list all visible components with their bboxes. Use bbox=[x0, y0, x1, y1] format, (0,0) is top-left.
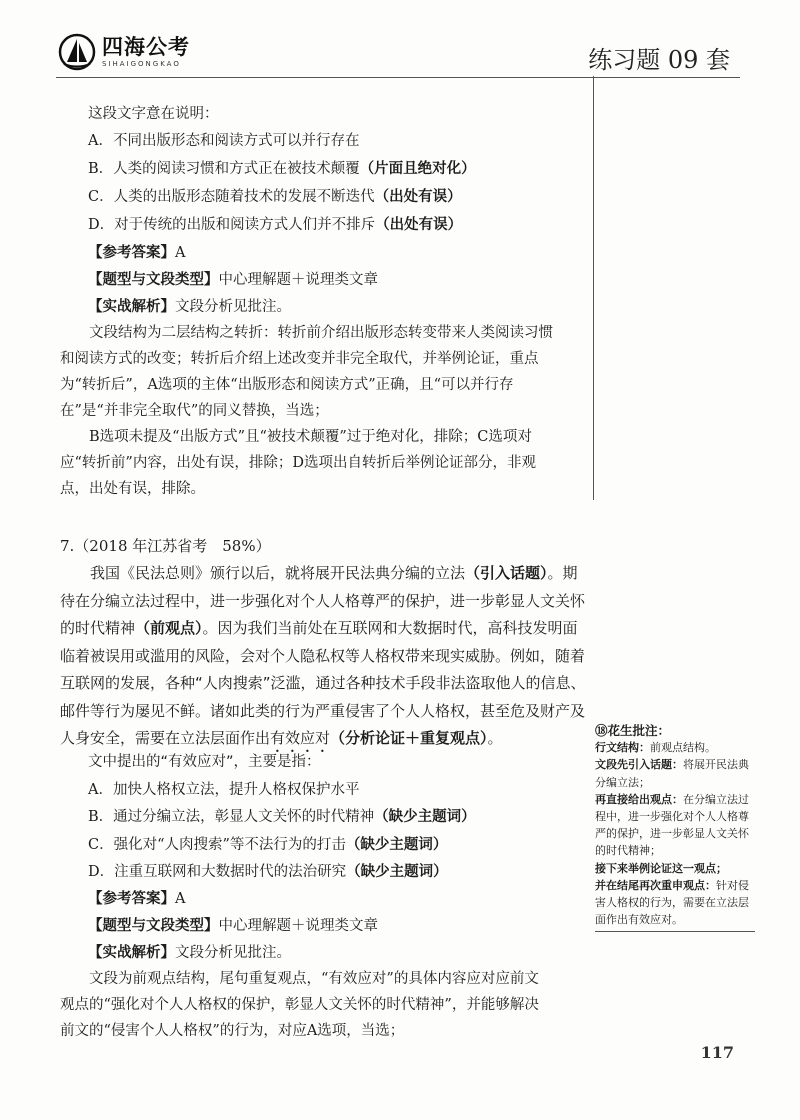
option-note: （缺少主题词） bbox=[374, 808, 476, 825]
logo-chinese-name: 四海公考 bbox=[102, 34, 190, 59]
passage-part: 。因为我们当前处在互联网和大数据时代，高科技发明面临着被误用或滥用的风险，会对个人隐私权等人格权带来现实威胁。例如，随着互联网的发展，各种“人肉搜索”泛滥，通过各种技术手段非法盗取他人的信息、邮件等行为屡见不鲜。诸如此类的行为严重侵害了个人人格权，甚至危及财产及人身安全，需要在立法层面作出 bbox=[60, 619, 586, 747]
q7-type bbox=[88, 914, 378, 935]
annotation-text: 针对侵害人格权的行为，需要在立法层面作出有效应对。 bbox=[595, 878, 749, 927]
sailboat-logo-icon bbox=[58, 33, 96, 71]
answer-label: 【参考答案】 bbox=[88, 244, 175, 261]
analysis-label: 【实战解析】 bbox=[88, 944, 175, 961]
q6-answer bbox=[88, 241, 185, 262]
answer-value: A bbox=[175, 891, 186, 907]
q7-option-a bbox=[88, 778, 359, 799]
passage-emphasis: 有效应对 bbox=[270, 729, 331, 747]
answer-label: 【参考答案】 bbox=[88, 890, 175, 907]
option-note: （缺少主题词） bbox=[345, 836, 448, 853]
analysis-value: 文段分析见批注。 bbox=[175, 945, 291, 961]
annotation-label: 并在结尾再次重申观点： bbox=[595, 878, 716, 892]
option-note: （缺少主题词） bbox=[346, 863, 448, 880]
q7-option-b bbox=[88, 805, 476, 826]
option-note: （出处有误） bbox=[374, 188, 462, 205]
annotation-label: 文段先引入话题： bbox=[595, 758, 683, 772]
type-value: 中心理解题＋说理类文章 bbox=[218, 918, 378, 934]
annotation-title: ⑱花生批注： bbox=[595, 723, 671, 738]
analysis-label: 【实战解析】 bbox=[88, 298, 175, 315]
passage-note: （分析论证＋重复观点） bbox=[330, 729, 488, 747]
option-text: A．不同出版形态和阅读方式可以并行存在 bbox=[88, 133, 360, 149]
header-divider bbox=[56, 77, 740, 78]
annotation-line bbox=[595, 860, 755, 877]
q7-heading: 7.（2018 年江苏省考 58%） bbox=[60, 537, 271, 555]
q6-option-a bbox=[88, 129, 359, 150]
q6-stem: 这段文字意在说明： bbox=[88, 106, 219, 122]
q6-analysis-paragraph-2: B选项未提及“出版方式”且“被技术颠覆”过于绝对化，排除；C选项对应“转折前”内容，出处有误，排除；D选项出自转折后举例论证部分，非观点，出处有误，排除。 bbox=[60, 429, 536, 497]
page-number: 117 bbox=[700, 1043, 734, 1062]
q7-analysis-paragraph-1: 文段为前观点结构，尾句重复观点，“有效应对”的具体内容应对应前文观点的“强化对个人人格权的保护，彰显人文关怀的时代精神”，并能够解决前文的“侵害个人人格权”的行为，对应A选项，当选； bbox=[60, 971, 539, 1039]
type-label: 【题型与文段类型】 bbox=[88, 271, 219, 288]
q7-analysis bbox=[88, 941, 291, 962]
q6-type bbox=[88, 268, 378, 289]
margin-divider bbox=[593, 76, 594, 500]
annotation-line bbox=[595, 791, 755, 860]
passage-part: 。 bbox=[487, 729, 503, 747]
q6-analysis bbox=[88, 295, 291, 316]
option-text: D．对于传统的出版和阅读方式人们并不排斥 bbox=[88, 217, 376, 233]
q7-answer bbox=[88, 887, 185, 908]
q7-stem: 文中提出的“有效应对”，主要是指： bbox=[88, 754, 321, 770]
q7-passage bbox=[60, 560, 590, 756]
option-text: A．加快人格权立法，提升人格权保护水平 bbox=[88, 782, 360, 798]
annotation-text: 前观点结构。 bbox=[650, 741, 716, 755]
annotation-line bbox=[595, 877, 755, 929]
q6-option-b bbox=[88, 157, 476, 178]
q7-option-d bbox=[88, 860, 448, 881]
option-text: B．人类的阅读习惯和方式正在被技术颠覆 bbox=[88, 161, 360, 177]
annotation-line bbox=[595, 739, 755, 756]
annotation-line bbox=[595, 756, 755, 790]
passage-part: 我国《民法总则》颁行以后，就将展开民法典分编的立法 bbox=[90, 564, 466, 582]
annotation-label: 接下来举例论证这一观点； bbox=[595, 861, 727, 875]
type-value: 中心理解题＋说理类文章 bbox=[218, 272, 378, 288]
passage-note: （前观点） bbox=[135, 619, 203, 637]
passage-part: 。期待在分编立法过程中，进一步强化对个人人格尊严的保护，进一步彰显人文关怀的时代精神 bbox=[60, 564, 586, 637]
q6-option-d bbox=[88, 213, 462, 234]
option-text: B．通过分编立法，彰显人文关怀的时代精神 bbox=[88, 809, 375, 825]
logo-pinyin-name: SIHAIGONGKAO bbox=[102, 59, 181, 68]
brand-logo bbox=[58, 32, 190, 72]
exercise-set-title: 练习题 09 套 bbox=[588, 46, 730, 74]
annotation-text: 将展开民法典分编立法； bbox=[595, 758, 749, 789]
analysis-value: 文段分析见批注。 bbox=[175, 299, 291, 315]
annotation-label: 再直接给出观点： bbox=[595, 792, 683, 806]
passage-note: （引入话题） bbox=[465, 564, 548, 582]
option-text: C．强化对“人肉搜索”等不法行为的打击 bbox=[88, 837, 346, 853]
option-text: D．注重互联网和大数据时代的法治研究 bbox=[88, 864, 347, 880]
option-text: C．人类的出版形态随着技术的发展不断迭代 bbox=[88, 189, 375, 205]
q7-option-c bbox=[88, 833, 447, 854]
annotation-label: 行文结构： bbox=[595, 741, 650, 755]
annotation-text: 在分编立法过程中，进一步强化对个人人格尊严的保护，进一步彰显人文关怀的时代精神； bbox=[595, 792, 749, 858]
option-note: （出处有误） bbox=[375, 216, 463, 233]
option-note: （片面且绝对化） bbox=[359, 160, 476, 177]
side-annotation bbox=[595, 722, 755, 932]
answer-value: A bbox=[175, 245, 186, 261]
type-label: 【题型与文段类型】 bbox=[88, 917, 219, 934]
q6-analysis-paragraph-1: 文段结构为二层结构之转折：转折前介绍出版形态转变带来人类阅读习惯和阅读方式的改变；转折后介绍上述改变并非完全取代，并举例论证，重点为“转折后”，A选项的主体“出版形态和阅读方式”正确，且“可以并行存在”是“并非完全取代”的同义替换，当选； bbox=[60, 325, 553, 419]
q6-option-c bbox=[88, 185, 462, 206]
